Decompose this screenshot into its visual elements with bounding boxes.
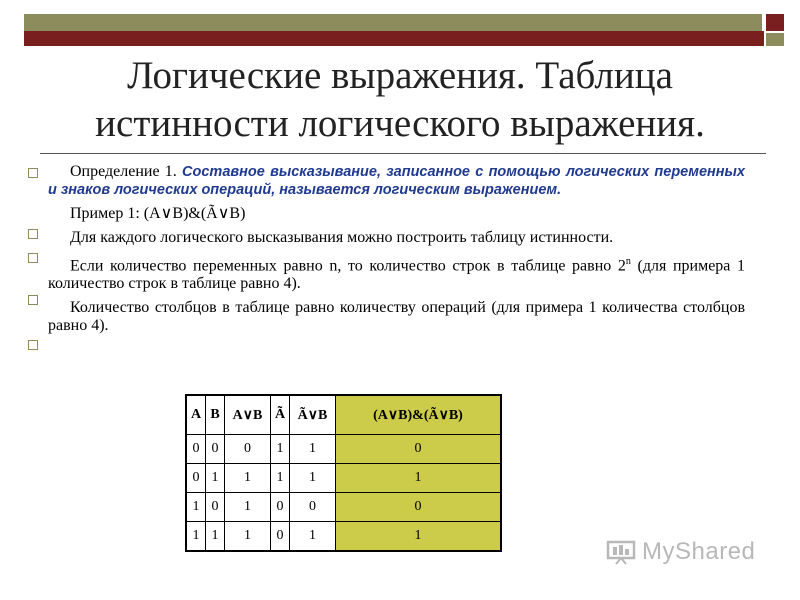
example-label: Пример 1: [70, 205, 140, 222]
table-row [186, 522, 501, 552]
truth-table-header-row [186, 395, 501, 435]
corner-olive-square [766, 33, 784, 46]
rows-count-exponent: n [625, 256, 631, 267]
table-cell: 0 [186, 464, 206, 493]
table-cell: 1 [271, 464, 290, 493]
table-cell: 1 [290, 435, 336, 464]
truth-table-paragraph: Для каждого логического высказывания можно построить таблицу истинности. [70, 229, 614, 246]
title-line-1: Логические выражения. Таблица [127, 54, 673, 97]
definition-text: Составное высказывание, записанное с помощью логических переменных и знаков логических операций, называется логическим выражением. [48, 164, 745, 198]
table-cell: 0 [186, 435, 206, 464]
table-cell: 0 [206, 435, 225, 464]
title-line-2: истинности логического выражения. [95, 102, 705, 145]
table-cell: 0 [225, 435, 271, 464]
rows-count-paragraph [48, 253, 745, 293]
table-cell: 0 [206, 493, 225, 522]
table-cell: 1 [290, 522, 336, 552]
header-cell: A [186, 395, 206, 435]
table-row [186, 464, 501, 493]
table-cell: 1 [271, 435, 290, 464]
table-cell: 1 [186, 522, 206, 552]
table-row [186, 493, 501, 522]
slide-title [40, 52, 760, 148]
result-cell: 0 [336, 493, 502, 522]
bullet-square-icon [28, 253, 38, 263]
table-row [186, 435, 501, 464]
bullet-square-icon [28, 340, 38, 350]
table-cell: 1 [290, 464, 336, 493]
top-olive-bar [24, 14, 762, 31]
table-cell: 1 [225, 522, 271, 552]
table-cell: 0 [271, 493, 290, 522]
table-cell: 1 [225, 464, 271, 493]
corner-maroon-square [766, 14, 784, 31]
example-paragraph [48, 205, 745, 223]
table-cell: 1 [225, 493, 271, 522]
table-cell: 1 [206, 464, 225, 493]
columns-count-paragraph: Количество столбцов в таблице равно количеству операций (для примера 1 количества столбцов равно 4). [48, 299, 745, 335]
title-divider [40, 153, 766, 154]
rows-count-text: Если количество переменных равно n, то количество строк в таблице равно 2 [70, 257, 626, 275]
top-maroon-bar [24, 31, 764, 46]
presentation-board-icon [606, 539, 636, 565]
table-cell: 1 [206, 522, 225, 552]
result-cell: 1 [336, 522, 502, 552]
result-cell: 0 [336, 435, 502, 464]
header-cell: A∨B [225, 395, 271, 435]
definition-lead: Определение 1. [70, 163, 177, 180]
table-cell: 0 [290, 493, 336, 522]
header-cell: Ã∨B [290, 395, 336, 435]
bullet-square-icon [28, 229, 38, 239]
truth-table [185, 394, 502, 552]
watermark [606, 538, 755, 566]
header-cell-result: (A∨B)&(Ã∨B) [336, 395, 502, 435]
example-expression: (A∨B)&(Ã∨B) [143, 205, 246, 222]
header-cell: Ã [271, 395, 290, 435]
bullet-square-icon [28, 295, 38, 305]
watermark-text: MyShared [642, 538, 756, 565]
bullet-square-icon [28, 168, 38, 178]
rows-count-example: (для примера 1 количество строк в таблице равно 4). [48, 257, 746, 293]
result-cell: 1 [336, 464, 502, 493]
header-cell: B [206, 395, 225, 435]
slide-body [48, 163, 745, 341]
table-cell: 0 [271, 522, 290, 552]
table-cell: 1 [186, 493, 206, 522]
definition-paragraph [48, 163, 745, 199]
